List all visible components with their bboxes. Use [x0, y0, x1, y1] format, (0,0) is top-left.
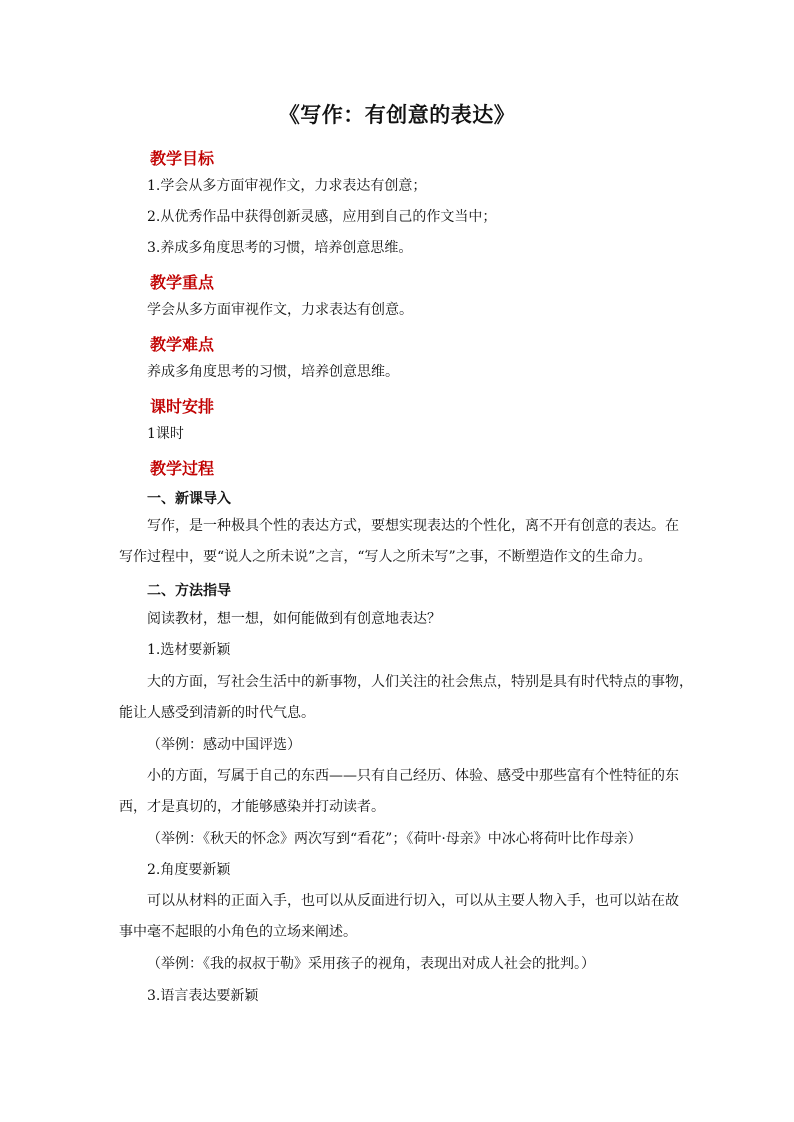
objective-item-2: 2.从优秀作品中获得创新灵感，应用到自己的作文当中； — [147, 209, 497, 225]
heading-process: 教学过程 — [150, 459, 215, 478]
item2-title: 2.角度要新颖 — [147, 862, 231, 878]
part2-intro: 阅读教材，想一想，如何能做到有创意地表达？ — [147, 611, 441, 627]
part2-heading: 二、方法指导 — [147, 583, 231, 599]
heading-key-points: 教学重点 — [150, 273, 215, 292]
heading-schedule: 课时安排 — [150, 397, 215, 416]
difficulties-text: 养成多角度思考的习惯，培养创意思维。 — [147, 364, 399, 380]
part1-line-2: 写作过程中，要“说人之所未说”之言，“写人之所未写”之事，不断塑造作文的生命力。 — [119, 549, 652, 565]
item2-p1-line-2: 事中毫不起眼的小角色的立场来阐述。 — [119, 924, 357, 940]
heading-difficulties: 教学难点 — [150, 335, 215, 354]
part1-line-1: 写作，是一种极具个性的表达方式，要想实现表达的个性化，离不开有创意的表达。在 — [147, 518, 679, 534]
item1-p1-line-1: 大的方面，写社会生活中的新事物，人们关注的社会焦点，特别是具有时代特点的事物， — [147, 674, 693, 690]
objective-item-3: 3.养成多角度思考的习惯，培养创意思维。 — [147, 240, 413, 256]
item1-example-1: （举例：感动中国评选） — [147, 737, 301, 753]
item2-p1-line-1: 可以从材料的正面入手，也可以从反面进行切入，可以从主要人物入手，也可以站在故 — [147, 893, 679, 909]
item1-p2-line-2: 西，才是真切的，才能够感染并打动读者。 — [119, 799, 385, 815]
item1-p2-line-1: 小的方面，写属于自己的东西——只有自己经历、体验、感受中那些富有个性特征的东 — [147, 768, 679, 784]
item1-title: 1.选材要新颖 — [147, 642, 231, 658]
heading-objectives: 教学目标 — [150, 149, 215, 168]
key-points-text: 学会从多方面审视作文，力求表达有创意。 — [147, 302, 413, 318]
document-title: 《写作：有创意的表达》 — [278, 103, 516, 127]
item3-title: 3.语言表达要新颖 — [147, 988, 259, 1004]
part1-heading: 一、新课导入 — [147, 491, 231, 507]
objective-item-1: 1.学会从多方面审视作文，力求表达有创意； — [147, 178, 427, 194]
item1-example-2: （举例：《秋天的怀念》两次写到“看花”；《荷叶·母亲》中冰心将荷叶比作母亲） — [147, 831, 642, 847]
item2-example: （举例：《我的叔叔于勒》采用孩子的视角，表现出对成人社会的批判。） — [147, 956, 595, 972]
schedule-text: 1课时 — [147, 426, 184, 442]
item1-p1-line-2: 能让人感受到清新的时代气息。 — [119, 705, 315, 721]
